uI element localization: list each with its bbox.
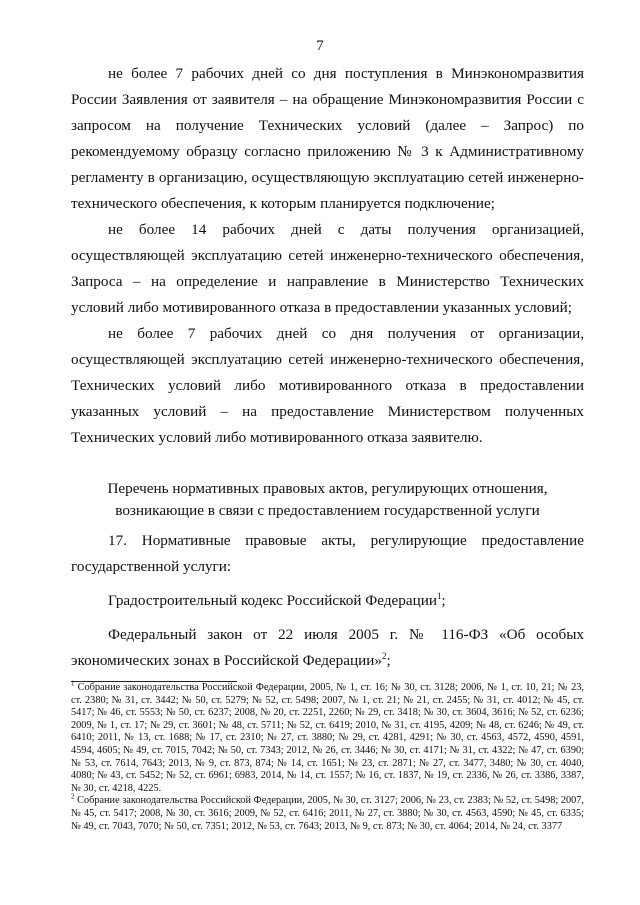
paragraph-17: 17. Нормативные правовые акты, регулирующие предоставление государственной услуги: [71, 532, 584, 575]
punctuation: ; [441, 592, 446, 609]
footnote-ref: 2 [381, 650, 387, 661]
urban-code-text: Градостроительный кодекс Российской Федерации [108, 592, 438, 609]
body-top [71, 61, 584, 451]
paragraph: не более 14 рабочих дней с даты получения организацией, осуществляющей эксплуатацию сетей инженерно-технического обеспечения, Запроса – на определение и направление в Министерство Технических условий либо мотивированного отказа в предоставлении указанных условий; [71, 221, 584, 316]
footnote-mark: 2 [71, 792, 75, 801]
paragraph: не более 7 рабочих дней со дня поступления в Минэкономразвития России Заявления от заявителя – на обращение Минэкономразвития России с запросом на получение Технических условий (далее – Запрос) по рекомендуемому образцу согласно приложению № 3 к Административному регламенту в организацию, осуществляющую эксплуатацию сетей инженерно-технического обеспечения, к которым планируется подключение; [71, 65, 584, 212]
footnotes [71, 679, 584, 833]
body-bottom [71, 528, 584, 674]
footnote [71, 679, 584, 795]
paragraph-federal-law [71, 622, 584, 674]
section-heading-line: возникающие в связи с предоставлением государственной услуги [115, 502, 540, 519]
footnote-ref: 1 [437, 590, 442, 601]
section-heading-line: Перечень нормативных правовых актов, регулирующих отношения, [107, 480, 548, 497]
footnote-mark: 1 [71, 679, 75, 688]
footnote [71, 792, 584, 833]
federal-law-text: Федеральный закон от 22 июля 2005 г. № 116-ФЗ «Об особых экономических зонах в Российской Федерации» [71, 626, 584, 669]
page-number: 7 [316, 38, 324, 54]
footnote-text: Собрание законодательства Российской Федерации, 2005, № 1, ст. 16; № 30, ст. 3128; 2006, № 1, ст. 10, 21; № 23, ст. 2380; № 31, ст. 3442; № 50, ст. 5279; № 52, ст. 5498; 2007, № 1, ст. 21; № 21, ст. 2455; № 31, ст. 4012; № 45, ст. 5417; № 46, ст. 5553; № 50, ст. 6237; 2008, № 20, ст. 2251, 2260; № 29, ст. 3418; № 30, ст. 3604, 3616; № 52, ст. 6236; 2009, № 1, ст. 17; № 29, ст. 3601; № 48, ст. 5711; № 52, ст. 6419; 2010, № 31, ст. 4195, 4209; № 48, ст. 6246; № 49, ст. 6410; 2011, № 13, ст. 1688; № 17, ст. 2310; № 27, ст. 3880; № 29, ст. 4281, 4291; № 30, ст. 4563, 4572, 4590, 4591, 4594, 4605; № 49, ст. 7015, 7042; № 50, ст. 7343; 2012, № 26, ст. 3446; № 30, ст. 4171; № 31, ст. 4322; № 47, ст. 6390; № 53, ст. 7614, 7643; 2013, № 9, ст. 873, 874; № 14, ст. 1651; № 23, ст. 2871; № 27, ст. 3477, 3480; № 30, ст. 4040, 4080; № 43, ст. 5452; № 52, ст. 6961; 6983, 2014, № 14, ст. 1557; № 16, ст. 1837, № 19, ст. 2336, № 26, ст. 3386, 3387, № 30, ст. 4218, 4225. [71, 682, 584, 794]
punctuation: ; [386, 652, 391, 669]
paragraph: не более 7 рабочих дней со дня получения от организации, осуществляющей эксплуатацию сетей инженерно-технического обеспечения, Технических условий либо мотивированного отказа в предоставлении указанных условий – на предоставление Министерством полученных Технических условий либо мотивированного отказа заявителю. [71, 325, 584, 446]
footnote-text: Собрание законодательства Российской Федерации, 2005, № 30, ст. 3127; 2006, № 23, ст. 2383; № 52, ст. 5498; 2007, № 45, ст. 5417; 2008, № 30, ст. 3616; 2009, № 52, ст. 6416; 2011, № 27, ст. 3880; № 30, ст. 4563, 4590; № 45, ст. 6335; № 49, ст. 7043, 7070; № 50, ст. 7351; 2012, № 53, ст. 7643; 2013, № 9, ст. 873; № 30, ст. 4064; 2014, № 24, ст. 3377 [71, 795, 584, 832]
paragraph-urban-code [71, 588, 584, 614]
section-heading [71, 478, 584, 522]
